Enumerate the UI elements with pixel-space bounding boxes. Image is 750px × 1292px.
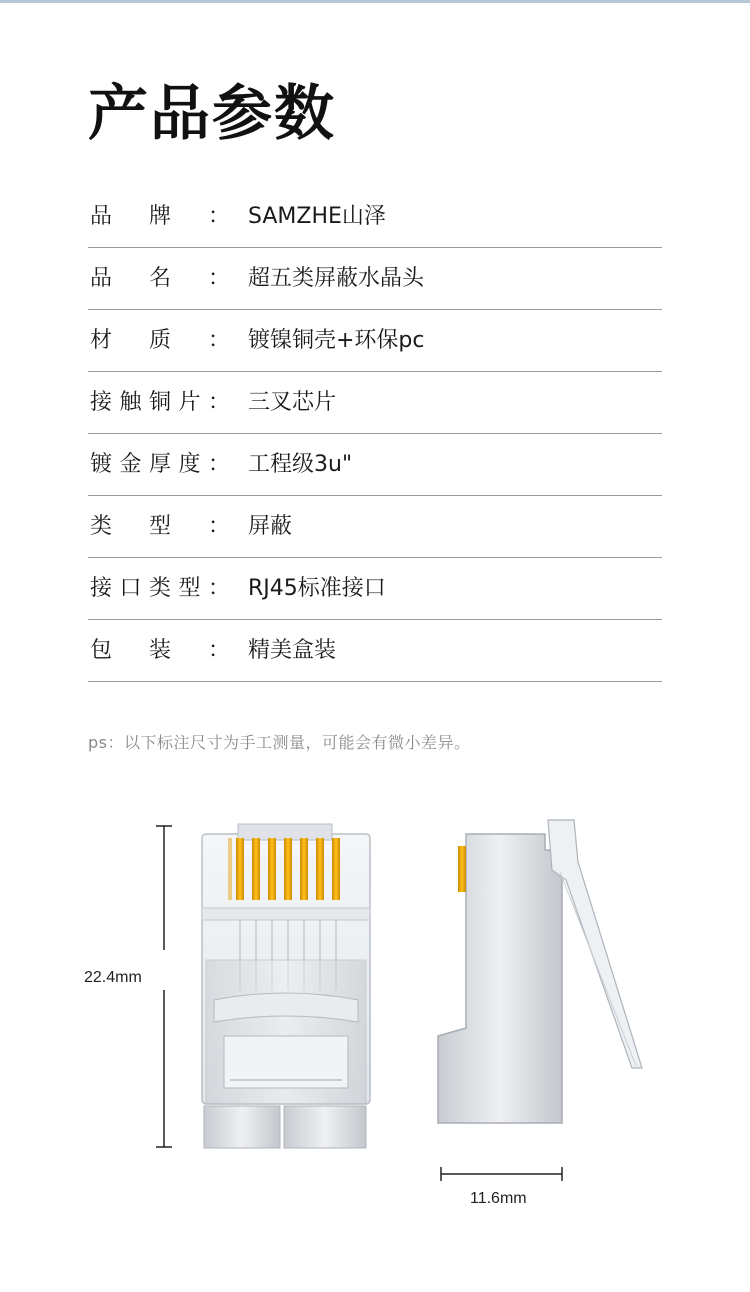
spec-row bbox=[88, 620, 662, 682]
spec-value: 镀镍铜壳+环保pc bbox=[248, 328, 425, 353]
spec-label-char: 镀 bbox=[90, 452, 113, 477]
spec-label-char: 类 bbox=[90, 514, 113, 539]
side-view bbox=[438, 820, 642, 1123]
spec-colon: ： bbox=[207, 328, 230, 353]
spec-label bbox=[90, 390, 230, 416]
spec-label-char: 接 bbox=[90, 390, 113, 415]
spec-label-char: 包 bbox=[90, 638, 113, 663]
spec-value: SAMZHE山泽 bbox=[248, 204, 386, 229]
spec-row bbox=[88, 372, 662, 434]
spec-colon: ： bbox=[207, 576, 230, 601]
spec-value: 三叉芯片 bbox=[248, 390, 337, 415]
spec-label bbox=[90, 638, 230, 664]
spec-row bbox=[88, 558, 662, 620]
spec-label bbox=[90, 452, 230, 478]
spec-value: RJ45标准接口 bbox=[248, 576, 386, 601]
spec-label bbox=[90, 266, 230, 292]
spec-colon: ： bbox=[207, 204, 230, 229]
spec-label-char: 类 bbox=[148, 576, 171, 601]
spec-value: 精美盒装 bbox=[248, 638, 337, 663]
spec-label-char: 度 bbox=[178, 452, 201, 477]
spec-label-char: 触 bbox=[119, 390, 142, 415]
spec-label-char: 金 bbox=[119, 452, 142, 477]
spec-colon: ： bbox=[207, 452, 230, 477]
width-label: 11.6mm bbox=[470, 1190, 527, 1207]
spec-label-char: 型 bbox=[148, 514, 171, 539]
spec-label-char: 质 bbox=[148, 328, 171, 353]
spec-label-char: 牌 bbox=[148, 204, 171, 229]
spec-label-char: 铜 bbox=[148, 390, 171, 415]
width-dimension bbox=[441, 1167, 562, 1181]
spec-colon: ： bbox=[207, 514, 230, 539]
front-view bbox=[202, 824, 370, 1148]
spec-value: 超五类屏蔽水晶头 bbox=[248, 266, 425, 291]
spec-value: 工程级3u" bbox=[248, 452, 353, 477]
spec-label-char: 品 bbox=[90, 204, 113, 229]
spec-label-char: 口 bbox=[119, 576, 142, 601]
spec-label bbox=[90, 328, 230, 354]
spec-label bbox=[90, 514, 230, 540]
height-label: 22.4mm bbox=[84, 969, 142, 986]
spec-row bbox=[88, 434, 662, 496]
spec-label-char: 接 bbox=[90, 576, 113, 601]
spec-label-char: 厚 bbox=[148, 452, 171, 477]
connector-drawing bbox=[0, 790, 750, 1230]
height-dimension bbox=[156, 826, 172, 1147]
spec-colon: ： bbox=[207, 638, 230, 663]
spec-label-char: 片 bbox=[178, 390, 201, 415]
measurement-note: ps：以下标注尺寸为手工测量，可能会有微小差异。 bbox=[88, 733, 471, 752]
connector-diagram bbox=[0, 790, 750, 1230]
spec-label-char: 品 bbox=[90, 266, 113, 291]
spec-label-char: 型 bbox=[178, 576, 201, 601]
spec-label bbox=[90, 204, 230, 230]
spec-row bbox=[88, 496, 662, 558]
spec-label-char: 名 bbox=[148, 266, 171, 291]
page-title: 产品参数 bbox=[88, 79, 336, 149]
spec-colon: ： bbox=[207, 390, 230, 415]
spec-row bbox=[88, 310, 662, 372]
spec-table bbox=[88, 186, 662, 682]
spec-colon: ： bbox=[207, 266, 230, 291]
spec-row bbox=[88, 186, 662, 248]
spec-label-char: 装 bbox=[148, 638, 171, 663]
spec-label bbox=[90, 576, 230, 602]
spec-label-char: 材 bbox=[90, 328, 113, 353]
spec-value: 屏蔽 bbox=[248, 514, 293, 539]
spec-row bbox=[88, 248, 662, 310]
top-rule bbox=[0, 0, 750, 3]
